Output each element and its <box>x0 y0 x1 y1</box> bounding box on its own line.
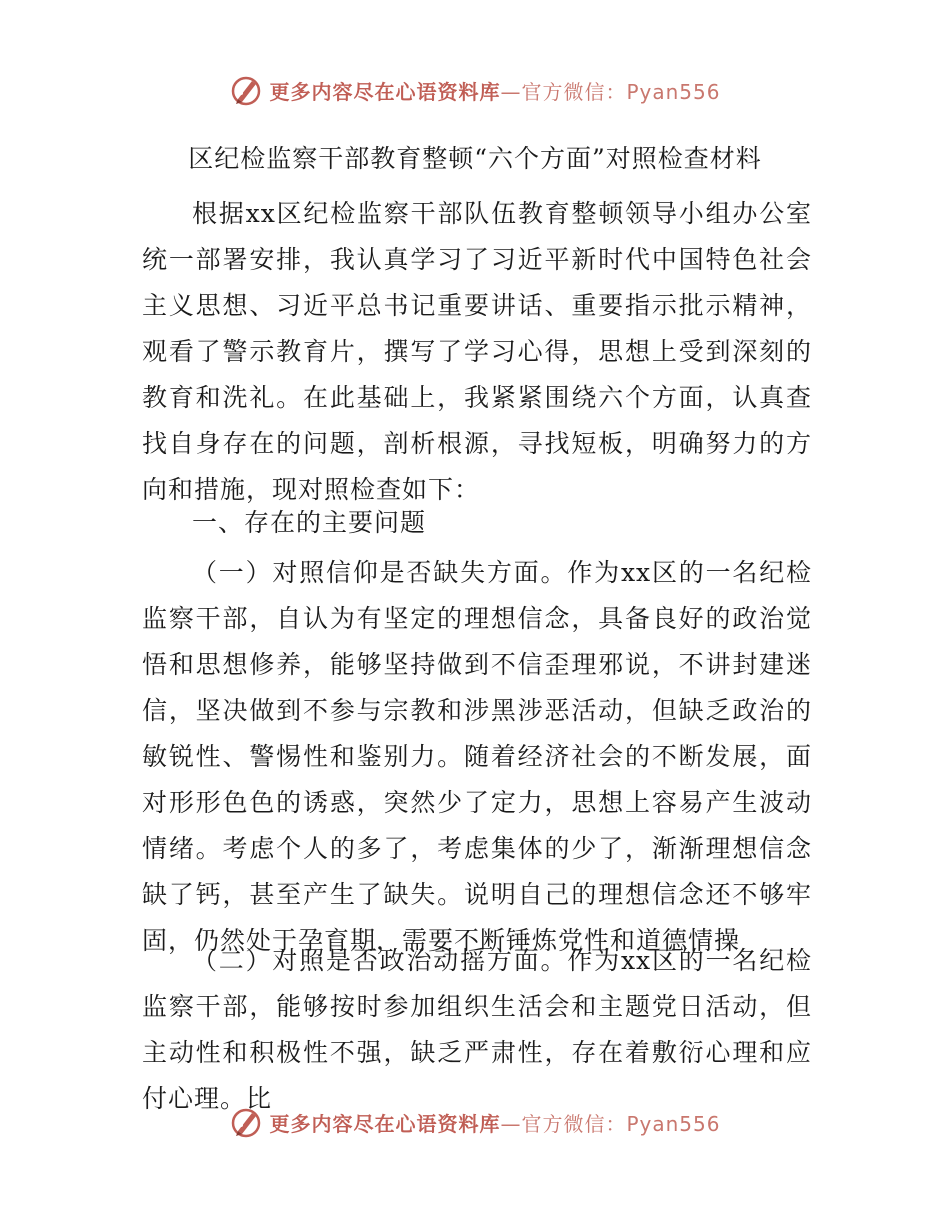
pen-logo-icon <box>229 73 263 107</box>
watermark-banner-top <box>0 68 950 112</box>
watermark-text: 更多内容尽在心语资料库—官方微信：Pyan556 <box>269 79 721 104</box>
section-heading: 一、存在的主要问题 <box>192 508 427 537</box>
item-paragraph-2: （二）对照是否政治动摇方面。作为xx区的一名纪检监察干部，能够按时参加组织生活会和主题党日活动，但主动性和积极性不强，缺乏严肃性，存在着敷衍心理和应付心理。比 <box>142 946 812 1113</box>
pen-logo-icon <box>229 1105 263 1139</box>
watermark-text: 更多内容尽在心语资料库—官方微信：Pyan556 <box>269 1111 721 1136</box>
watermark-banner-bottom <box>0 1100 950 1144</box>
document-title: 区纪检监察干部教育整顿“六个方面”对照检查材料 <box>188 144 762 173</box>
intro-paragraph: 根据xx区纪检监察干部队伍教育整顿领导小组办公室统一部署安排，我认真学习了习近平新时代中国特色社会主义思想、习近平总书记重要讲话、重要指示批示精神，观看了警示教育片，撰写了学习心得，思想上受到深刻的教育和洗礼。在此基础上，我紧紧围绕六个方面，认真查找自身存在的问题，剖析根源，寻找短板，明确努力的方向和措施，现对照检查如下： <box>142 199 812 504</box>
item-paragraph-1: （一）对照信仰是否缺失方面。作为xx区的一名纪检监察干部，自认为有坚定的理想信念，具备良好的政治觉悟和思想修养，能够坚持做到不信歪理邪说，不讲封建迷信，坚决做到不参与宗教和涉黑涉恶活动，但缺乏政治的敏锐性、警惕性和鉴别力。随着经济社会的不断发展，面对形形色色的诱惑，突然少了定力，思想上容易产生波动情绪。考虑个人的多了，考虑集体的少了，渐渐理想信念缺了钙，甚至产生了缺失。说明自己的理想信念还不够牢固，仍然处于孕育期，需要不断锤炼党性和道德情操 <box>142 558 812 955</box>
